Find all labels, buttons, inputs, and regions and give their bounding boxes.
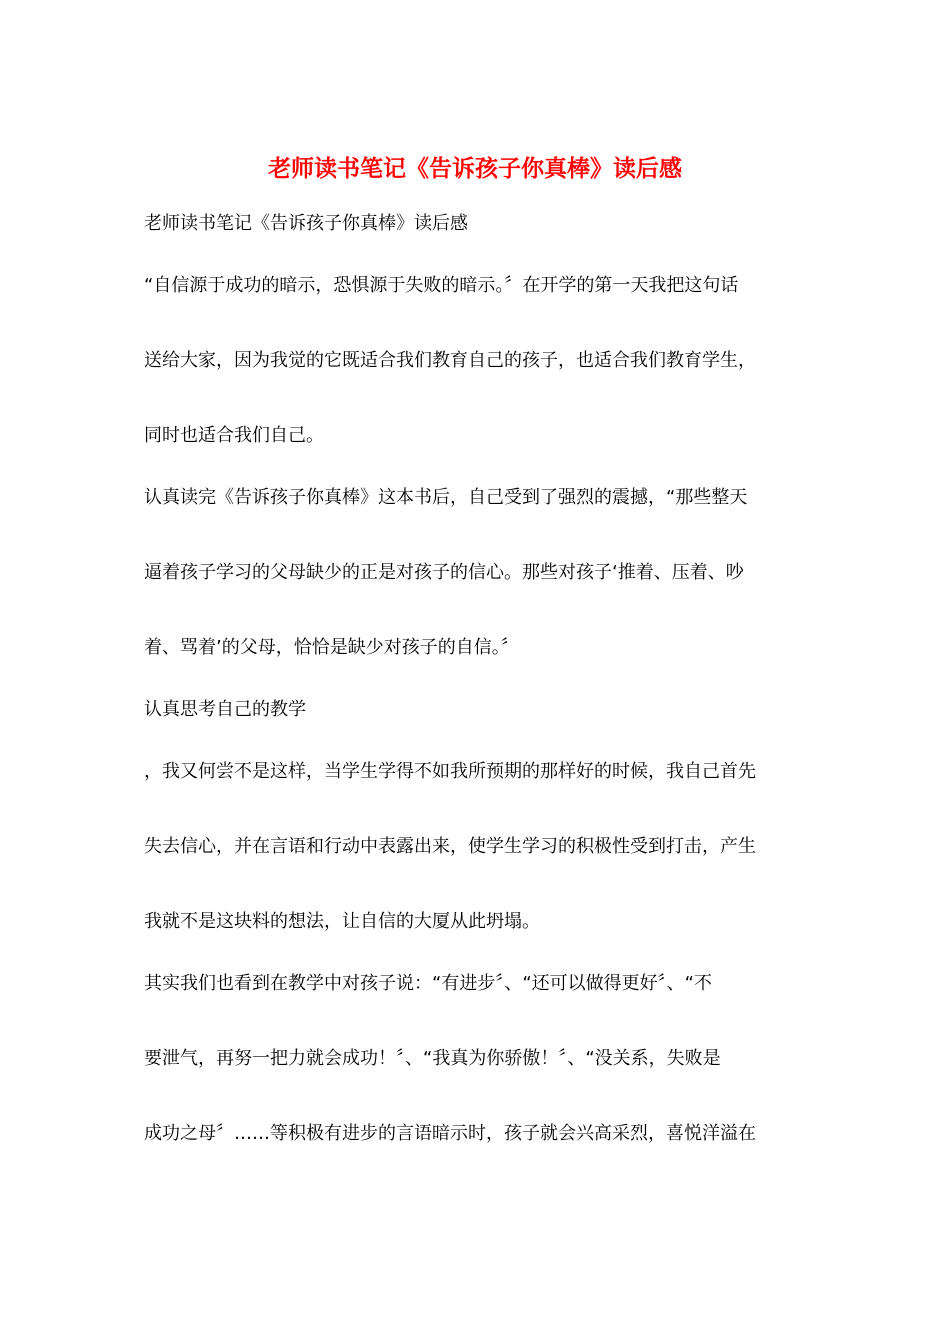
paragraph-line: 我就不是这块料的想法，让自信的大厦从此坍塌。 — [144, 911, 540, 932]
paragraph-line: 认真思考自己的教学 — [144, 699, 306, 720]
paragraph-line: 同时也适合我们自己。 — [144, 425, 324, 446]
paragraph-line: 认真读完《告诉孩子你真棒》这本书后，自己受到了强烈的震撼，“那些整天 — [144, 487, 748, 508]
paragraph-line: 成功之母〞……等积极有进步的言语暗示时，孩子就会兴高采烈，喜悦洋溢在 — [144, 1123, 756, 1144]
paragraph-line: 着、骂着’的父母，恰恰是缺少对孩子的自信。〞 — [144, 637, 519, 658]
paragraph-line: 要泄气，再努一把力就会成功！〞、“我真为你骄傲！〞、“没关系，失败是 — [144, 1048, 721, 1069]
paragraph-line: 逼着孩子学习的父母缺少的正是对孩子的信心。那些对孩子‘推着、压着、吵 — [144, 562, 744, 583]
paragraph-line: 失去信心，并在言语和行动中表露出来，使学生学习的积极性受到打击，产生 — [144, 836, 756, 857]
paragraph-line: 送给大家，因为我觉的它既适合我们教育自己的孩子，也适合我们教育学生， — [144, 350, 756, 371]
paragraph-line: 其实我们也看到在教学中对孩子说：“有进步〞、“还可以做得更好〞、“不 — [144, 973, 712, 994]
paragraph-line: “自信源于成功的暗示，恐惧源于失败的暗示。〞在开学的第一天我把这句话 — [144, 275, 739, 296]
subtitle-line: 老师读书笔记《告诉孩子你真棒》读后感 — [144, 213, 468, 234]
paragraph-line: ，我又何尝不是这样，当学生学得不如我所预期的那样好的时候，我自己首先 — [144, 761, 756, 782]
document-title: 老师读书笔记《告诉孩子你真棒》读后感 — [268, 155, 682, 182]
